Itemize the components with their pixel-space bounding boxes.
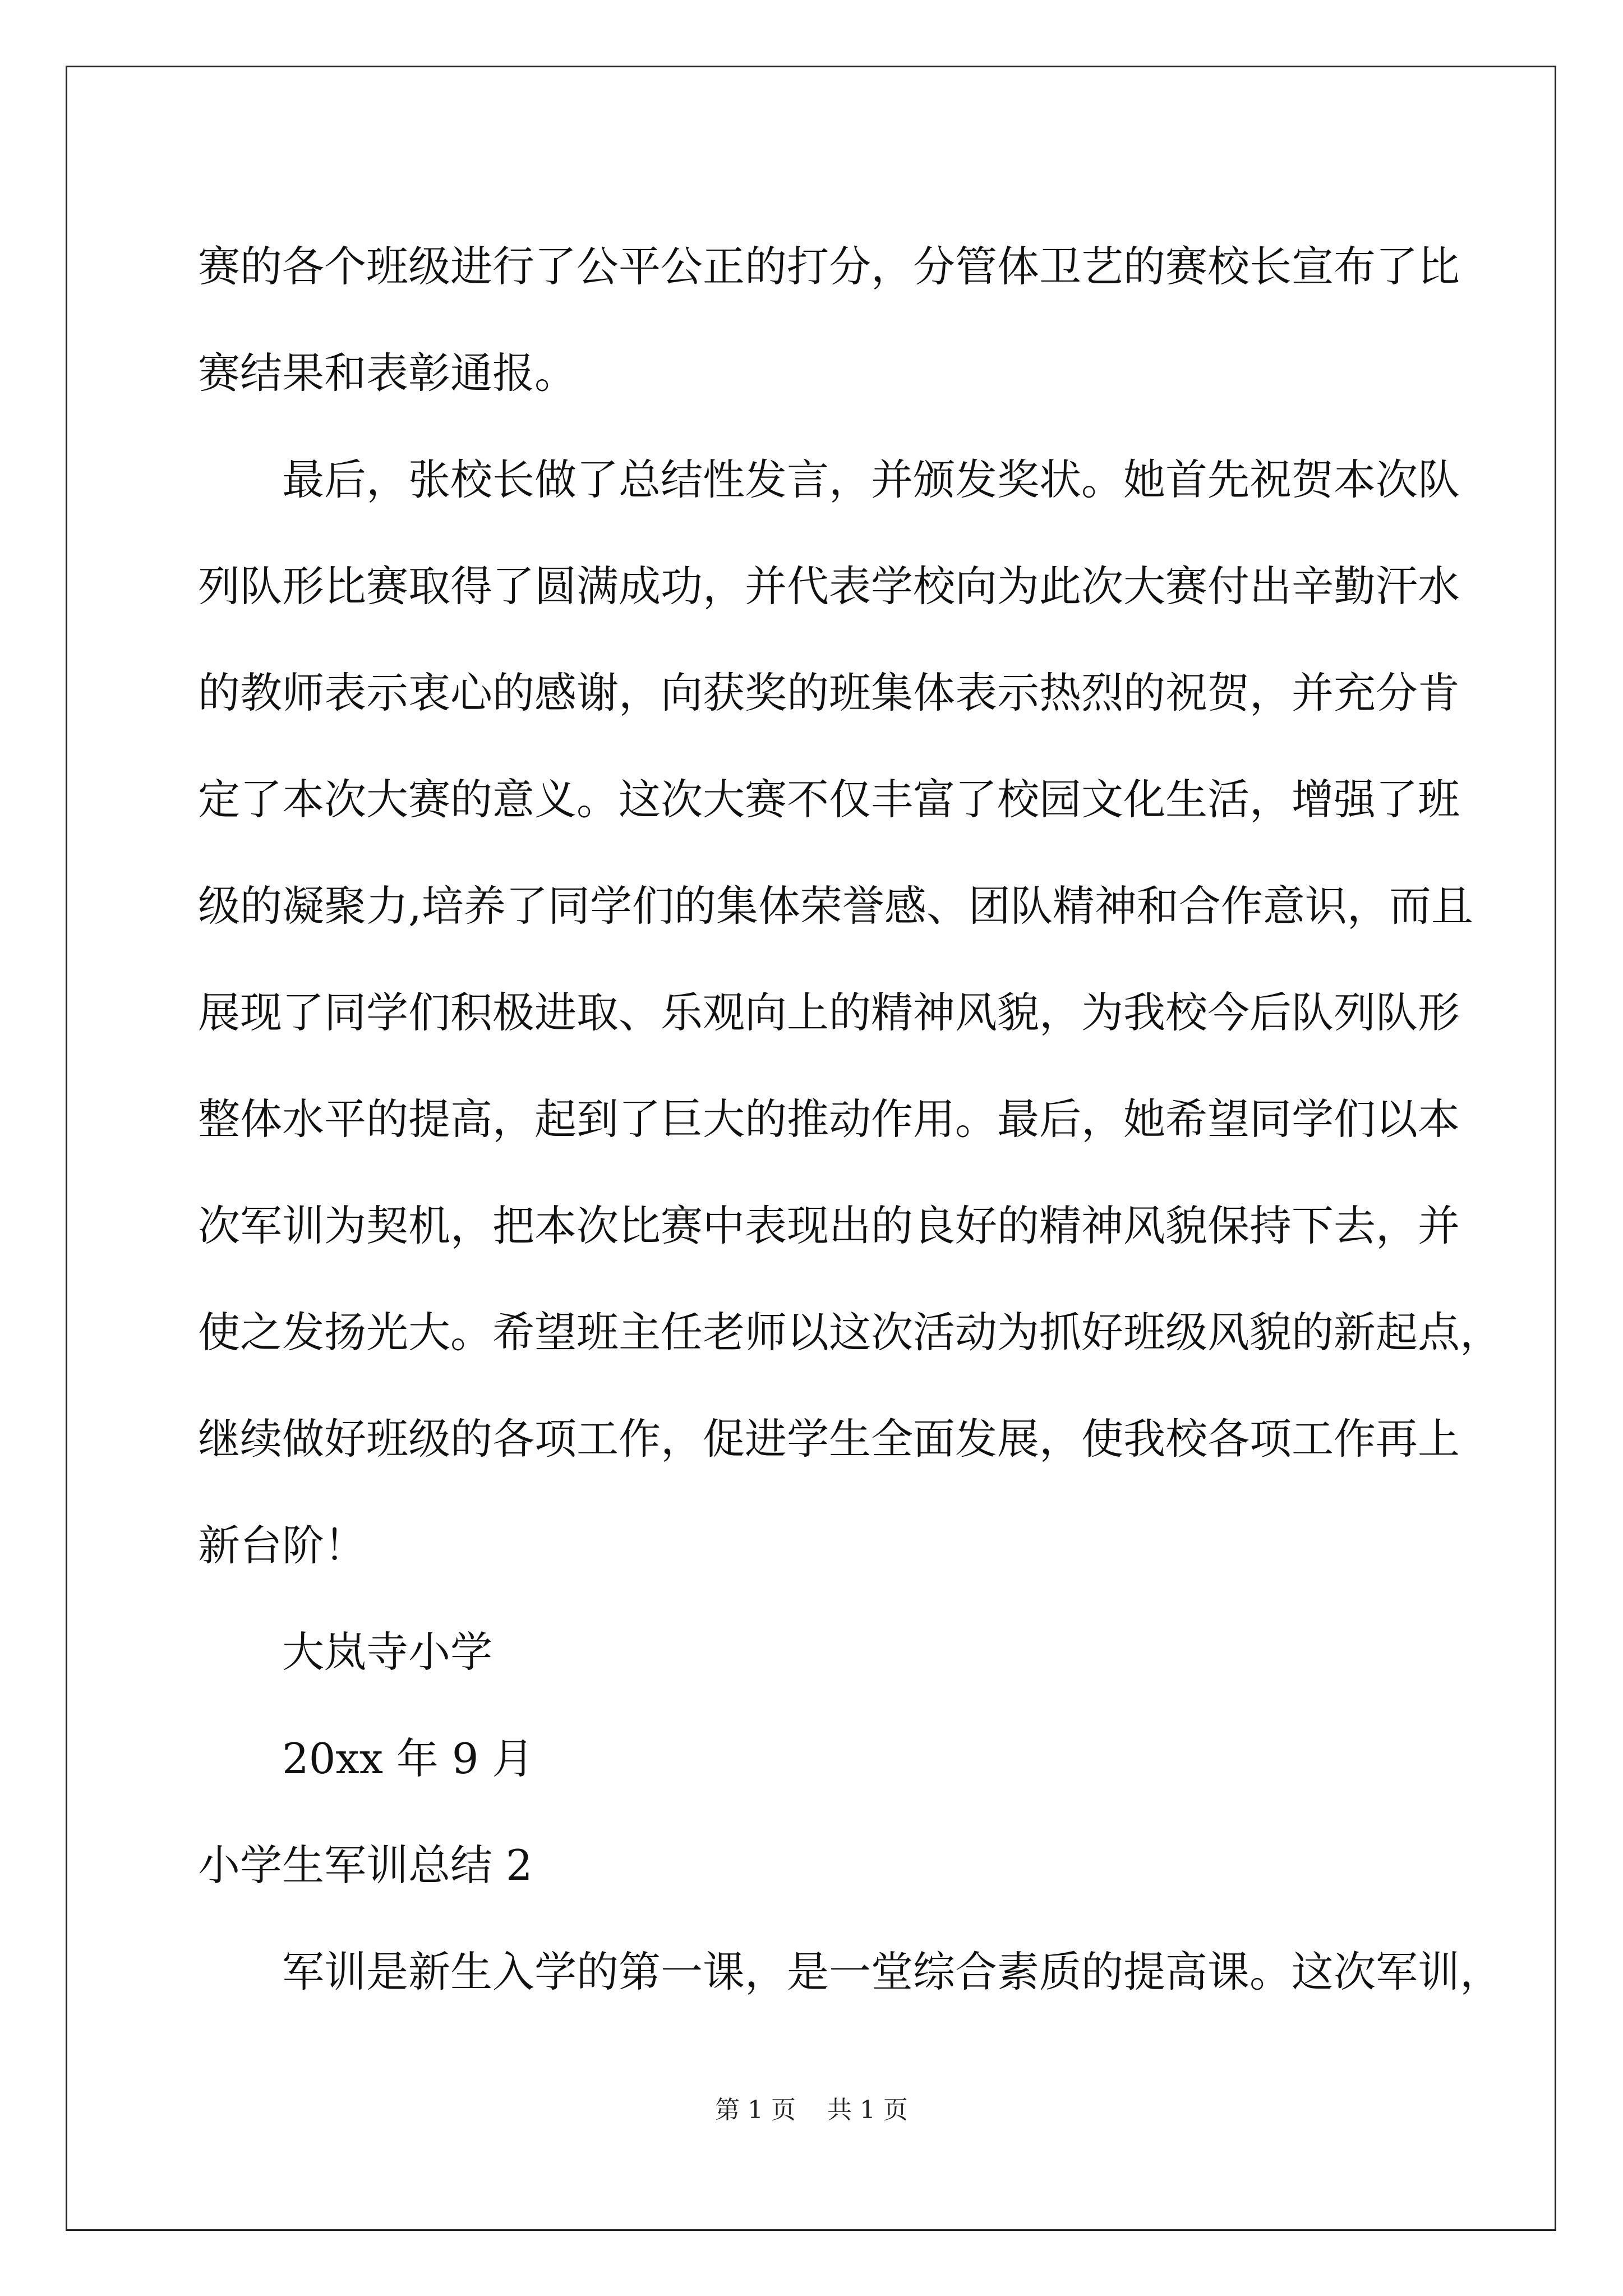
text-line: 赛的各个班级进行了公平公正的打分，分管体卫艺的赛校长宣布了比	[198, 242, 1460, 291]
text-line: 定了本次大赛的意义。这次大赛不仅丰富了校园文化生活，增强了班	[198, 775, 1460, 824]
section-heading: 小学生军训总结 2	[198, 1841, 533, 1890]
text-line: 的教师表示衷心的感谢，向获奖的班集体表示热烈的祝贺，并充分肯	[198, 668, 1460, 717]
text-line: 次军训为契机，把本次比赛中表现出的良好的精神风貌保持下去，并	[198, 1201, 1460, 1250]
text-line: 整体水平的提高，起到了巨大的推动作用。最后，她希望同学们以本	[198, 1094, 1460, 1144]
text-line: 赛结果和表彰通报。	[198, 348, 577, 398]
text-line: 最后，张校长做了总结性发言，并颁发奖状。她首先祝贺本次队	[282, 455, 1460, 504]
signature-date: 20xx 年 9 月	[282, 1734, 534, 1783]
text-line: 展现了同学们积极进取、乐观向上的精神风貌，为我校今后队列队形	[198, 988, 1460, 1037]
text-line: 级的凝聚力,培养了同学们的集体荣誉感、团队精神和合作意识，而且	[198, 881, 1473, 931]
text-line: 列队形比赛取得了圆满成功，并代表学校向为此次大赛付出辛勤汗水	[198, 562, 1460, 611]
signature-school: 大岚寺小学	[282, 1627, 493, 1677]
document-body	[198, 213, 1502, 2025]
text-line: 继续做好班级的各项工作，促进学生全面发展，使我校各项工作再上	[198, 1414, 1460, 1464]
text-line: 使之发扬光大。希望班主任老师以这次活动为抓好班级风貌的新起点，	[198, 1308, 1502, 1357]
text-line: 军训是新生入学的第一课，是一堂综合素质的提高课。这次军训，	[282, 1947, 1502, 1996]
page-footer: 第 1 页 共 1 页	[715, 2096, 908, 2124]
text-line: 新台阶！	[198, 1521, 367, 1570]
